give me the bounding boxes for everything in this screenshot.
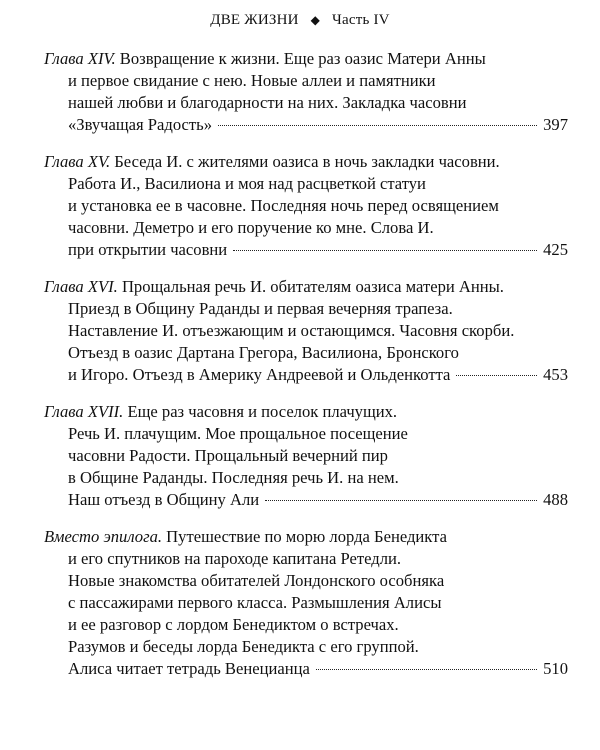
toc-line-text: Возвращение к жизни. Еще раз оазис Матери Анны	[119, 49, 486, 68]
page-number: 488	[543, 490, 568, 509]
toc-line	[44, 401, 568, 423]
toc-line-text: и его спутников на пароходе капитана Ретедли.	[68, 549, 401, 568]
toc-line	[44, 423, 568, 445]
toc-line	[44, 467, 568, 489]
toc-line	[44, 614, 568, 636]
toc-line-text: Путешествие по морю лорда Бенедикта	[166, 527, 447, 546]
page-number: 425	[543, 240, 568, 259]
toc-line-text: при открытии часовни	[68, 240, 228, 259]
chapter-label: Вместо эпилога.	[44, 527, 163, 546]
toc-line-text: и первое свидание с нею. Новые аллеи и памятники	[68, 71, 436, 90]
toc-line	[44, 526, 568, 548]
dot-leader	[456, 375, 537, 376]
toc-line-text: нашей любви и благодарности на них. Закладка часовни	[68, 93, 467, 112]
toc-line	[44, 342, 568, 364]
toc-line-text: Отъезд в оазис Дартана Грегора, Василиона, Бронского	[68, 343, 459, 362]
toc-line	[44, 636, 568, 658]
toc-line	[44, 114, 568, 136]
toc-line	[44, 276, 568, 298]
toc-line-text: и ее разговор с лордом Бенедиктом о встречах.	[68, 615, 399, 634]
chapter-label: Глава XVI.	[44, 277, 118, 296]
toc-line	[44, 489, 568, 511]
diamond-separator-icon: ◆	[310, 13, 321, 27]
toc-line-text: часовни Радости. Прощальный вечерний пир	[68, 446, 388, 465]
toc-entry	[44, 276, 568, 386]
toc-entry	[44, 526, 568, 680]
table-of-contents	[44, 48, 568, 695]
toc-line-text: Разумов и беседы лорда Бенедикта с его группой.	[68, 637, 419, 656]
page-number: 453	[543, 365, 568, 384]
toc-line	[44, 48, 568, 70]
toc-line	[44, 445, 568, 467]
toc-line	[44, 239, 568, 261]
toc-line-text: Работа И., Василиона и моя над расцветкой статуи	[68, 174, 426, 193]
toc-line	[44, 658, 568, 680]
chapter-label: Глава XVII.	[44, 402, 124, 421]
chapter-label: Глава XIV.	[44, 49, 116, 68]
toc-line	[44, 592, 568, 614]
toc-line-text: и установка ее в часовне. Последняя ночь перед освящением	[68, 196, 499, 215]
toc-line	[44, 320, 568, 342]
toc-line	[44, 92, 568, 114]
dot-leader	[218, 125, 537, 126]
toc-line-text: «Звучащая Радость»	[68, 115, 213, 134]
toc-line	[44, 195, 568, 217]
running-header	[0, 12, 600, 29]
toc-line-text: Речь И. плачущим. Мое прощальное посещение	[68, 424, 408, 443]
toc-line-text: Приезд в Общину Раданды и первая вечерняя трапеза.	[68, 299, 453, 318]
toc-entry	[44, 48, 568, 136]
toc-line	[44, 548, 568, 570]
dot-leader	[265, 500, 537, 501]
toc-line-text: Прощальная речь И. обитателям оазиса матери Анны.	[121, 277, 504, 296]
toc-entry	[44, 151, 568, 261]
toc-line	[44, 364, 568, 386]
chapter-label: Глава XV.	[44, 152, 111, 171]
toc-line-text: Новые знакомства обитателей Лондонского особняка	[68, 571, 445, 590]
toc-line-text: и Игоро. Отъезд в Америку Андреевой и Ольденкотта	[68, 365, 451, 384]
part-title: Часть IV	[332, 12, 390, 28]
toc-line	[44, 298, 568, 320]
toc-line-text: Алиса читает тетрадь Венецианца	[68, 659, 310, 678]
toc-line-text: с пассажирами первого класса. Размышления Алисы	[68, 593, 442, 612]
page-number: 397	[543, 115, 568, 134]
page-number: 510	[543, 659, 568, 678]
toc-line-text: Еще раз часовня и поселок плачущих.	[127, 402, 398, 421]
book-title: ДВЕ ЖИЗНИ	[210, 12, 299, 28]
toc-line	[44, 173, 568, 195]
dot-leader	[233, 250, 537, 251]
toc-entry	[44, 401, 568, 511]
toc-line	[44, 70, 568, 92]
toc-line-text: в Общине Раданды. Последняя речь И. на нем.	[68, 468, 399, 487]
toc-line-text: Наставление И. отъезжающим и остающимся. Часовня скорби.	[68, 321, 515, 340]
toc-line	[44, 570, 568, 592]
toc-line	[44, 217, 568, 239]
toc-line-text: Наш отъезд в Общину Али	[68, 490, 260, 509]
toc-line-text: Беседа И. с жителями оазиса в ночь закладки часовни.	[114, 152, 500, 171]
dot-leader	[316, 669, 537, 670]
toc-line	[44, 151, 568, 173]
toc-line-text: часовни. Деметро и его поручение ко мне. Слова И.	[68, 218, 434, 237]
